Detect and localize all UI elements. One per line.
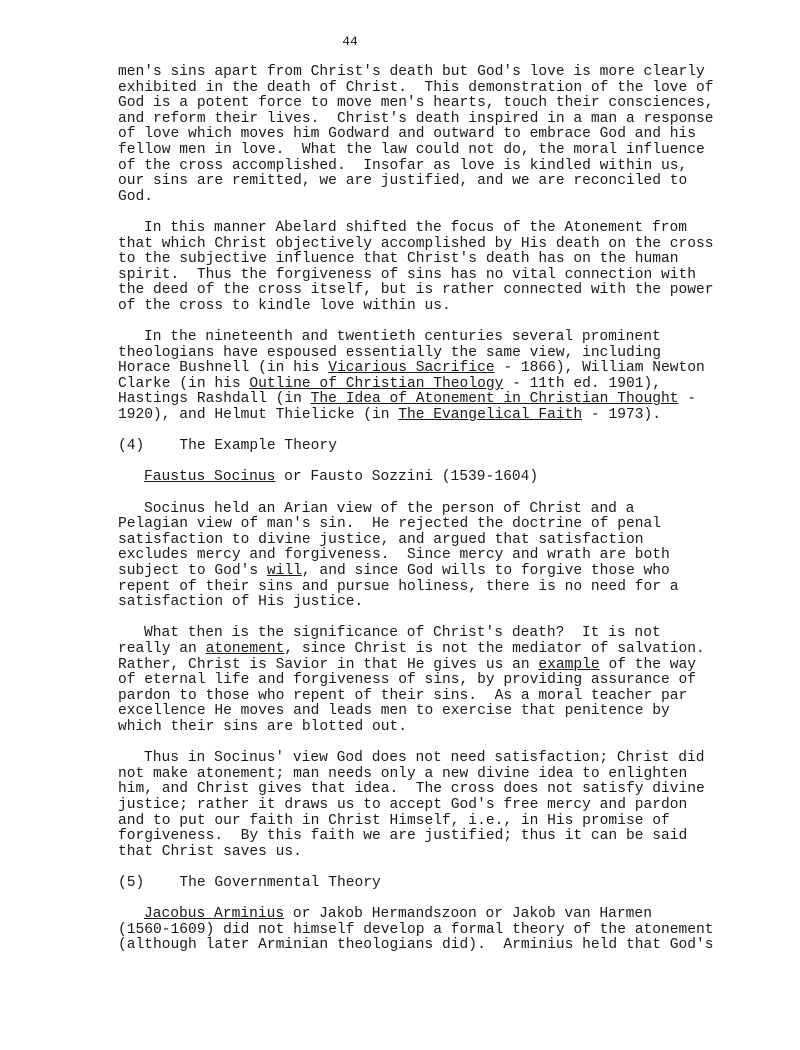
text-line: excellence He moves and leads men to exercise that penitence by bbox=[118, 703, 670, 720]
text-line bbox=[118, 656, 697, 674]
text-line: What then is the significance of Christ's death? It is not bbox=[144, 625, 661, 642]
text-fragment: - 1973). bbox=[582, 407, 661, 424]
text-line: excludes mercy and forgiveness. Since mercy and wrath are both bbox=[118, 547, 670, 564]
text-fragment: , since Christ is not the mediator of salvation. bbox=[284, 640, 705, 657]
text-line: (although later Arminian theologians did). Arminius held that God's bbox=[118, 937, 714, 954]
text-line: that which Christ objectively accomplished by His death on the cross bbox=[118, 235, 714, 252]
text-line: God is a potent force to move men's hearts, touch their consciences, bbox=[118, 95, 714, 112]
section-title: The Example Theory bbox=[179, 438, 337, 455]
subject-name-socinus bbox=[118, 470, 688, 486]
text-line: theologians have espoused essentially the same view, including bbox=[118, 344, 661, 361]
paragraph-arminius bbox=[118, 906, 714, 954]
book-title: The Evangelical Faith bbox=[398, 407, 583, 424]
text-line bbox=[118, 408, 688, 424]
text-line: and to put our faith in Christ Himself, i.e., in His promise of bbox=[118, 812, 670, 829]
text-line bbox=[118, 377, 688, 393]
text-line: forgiveness. By this faith we are justified; thus it can be said bbox=[118, 828, 688, 845]
text-fragment: Clarke (in his bbox=[118, 375, 250, 392]
text-fragment: , and since God wills to forgive those who bbox=[301, 563, 670, 579]
text-line: satisfaction to divine justice, and argued that satisfaction bbox=[118, 531, 644, 548]
text-line: In the nineteenth and twentieth centuries several prominent bbox=[144, 329, 661, 346]
text-line: In this manner Abelard shifted the focus of the Atonement from bbox=[144, 219, 687, 236]
paragraph-love-of-god bbox=[118, 64, 714, 205]
text-line: of eternal life and forgiveness of sins, by providing assurance of bbox=[118, 672, 697, 689]
text-line: of the cross to kindle love within us. bbox=[118, 297, 451, 314]
paragraph-socinus-summary bbox=[118, 750, 705, 860]
text-fragment: Rather, Christ is Savior in that He gives us an bbox=[118, 656, 539, 673]
section-heading-example-theory bbox=[118, 439, 688, 455]
section-heading-governmental-theory bbox=[118, 876, 688, 892]
text-line bbox=[118, 360, 705, 377]
section-number: (5) bbox=[118, 874, 145, 891]
emphasis: example bbox=[538, 656, 600, 673]
text-fragment: Horace Bushnell (in his bbox=[118, 360, 329, 377]
section-number: (4) bbox=[118, 438, 145, 455]
text-line: that Christ saves us. bbox=[118, 843, 302, 860]
text-line: him, and Christ gives that idea. The cross does not satisfy divine bbox=[118, 781, 705, 798]
text-line: the deed of the cross itself, but is rather connected with the power bbox=[118, 282, 714, 299]
text-line bbox=[118, 564, 688, 580]
text-line: satisfaction of His justice. bbox=[118, 594, 364, 611]
book-title: Outline of Christian Theology bbox=[249, 375, 504, 392]
page-number: 44 bbox=[342, 34, 358, 49]
text-line: men's sins apart from Christ's death but God's love is more clearly bbox=[118, 64, 705, 80]
text-line: which their sins are blotted out. bbox=[118, 718, 408, 735]
text-line bbox=[118, 640, 705, 658]
section-title: The Governmental Theory bbox=[179, 874, 381, 891]
text-line: to the subjective influence that Christ's death has on the human bbox=[118, 251, 679, 268]
person-name: Jacobus Arminius bbox=[144, 906, 285, 923]
body-text bbox=[118, 64, 714, 969]
book-title: The Idea of Atonement in Christian Thought bbox=[310, 391, 679, 408]
text-line: Socinus held an Arian view of the person of Christ and a bbox=[144, 500, 635, 517]
book-title: Vicarious Sacrifice bbox=[328, 360, 495, 377]
text-fragment: or Fausto Sozzini (1539-1604) bbox=[275, 469, 539, 486]
text-line bbox=[118, 470, 688, 486]
text-line: Pelagian view of man's sin. He rejected the doctrine of penal bbox=[118, 516, 661, 533]
text-line: God. bbox=[118, 188, 154, 205]
paragraph-significance bbox=[118, 625, 705, 735]
person-name: Faustus Socinus bbox=[144, 469, 276, 486]
text-fragment: subject to God's bbox=[118, 563, 267, 579]
text-line: of the cross accomplished. Insofar as love is kindled within us, bbox=[118, 157, 688, 174]
paragraph-modern-theologians bbox=[118, 329, 705, 424]
text-fragment: of the way bbox=[599, 656, 697, 673]
text-line: pardon to those who repent of their sins. As a moral teacher par bbox=[118, 687, 688, 704]
text-line: Thus in Socinus' view God does not need satisfaction; Christ did bbox=[144, 750, 705, 767]
text-line: of love which moves him Godward and outward to embrace God and his bbox=[118, 126, 697, 143]
text-fragment: - 11th ed. 1901), bbox=[503, 375, 661, 392]
text-line: and reform their lives. Christ's death inspired in a man a response bbox=[118, 110, 714, 127]
text-line: (1560-1609) did not himself develop a formal theory of the atonement bbox=[118, 921, 714, 938]
text-line bbox=[118, 391, 697, 408]
text-line: justice; rather it draws us to accept God's free mercy and pardon bbox=[118, 796, 688, 813]
emphasis: will bbox=[266, 563, 302, 579]
paragraph-abelard bbox=[118, 219, 714, 315]
text-fragment: - 1866), William Newton bbox=[494, 360, 705, 377]
text-line: fellow men in love. What the law could not do, the moral influence bbox=[118, 141, 705, 158]
emphasis: atonement bbox=[205, 640, 285, 657]
text-line: not make atonement; man needs only a new divine idea to enlighten bbox=[118, 765, 688, 782]
text-fragment: really an bbox=[118, 640, 206, 657]
text-line: exhibited in the death of Christ. This demonstration of the love of bbox=[118, 79, 714, 96]
text-fragment: or Jakob Hermandszoon or Jakob van Harmen bbox=[284, 906, 652, 923]
text-line: repent of their sins and pursue holiness, there is no need for a bbox=[118, 578, 679, 595]
paragraph-socinus-view bbox=[118, 502, 688, 611]
text-line: spirit. Thus the forgiveness of sins has no vital connection with bbox=[118, 266, 697, 283]
text-fragment: - bbox=[678, 391, 697, 408]
text-line: our sins are remitted, we are justified, and we are reconciled to bbox=[118, 173, 688, 190]
text-line bbox=[118, 907, 688, 923]
text-fragment: 1920), and Helmut Thielicke (in bbox=[118, 407, 399, 424]
text-fragment: Hastings Rashdall (in bbox=[118, 391, 311, 408]
